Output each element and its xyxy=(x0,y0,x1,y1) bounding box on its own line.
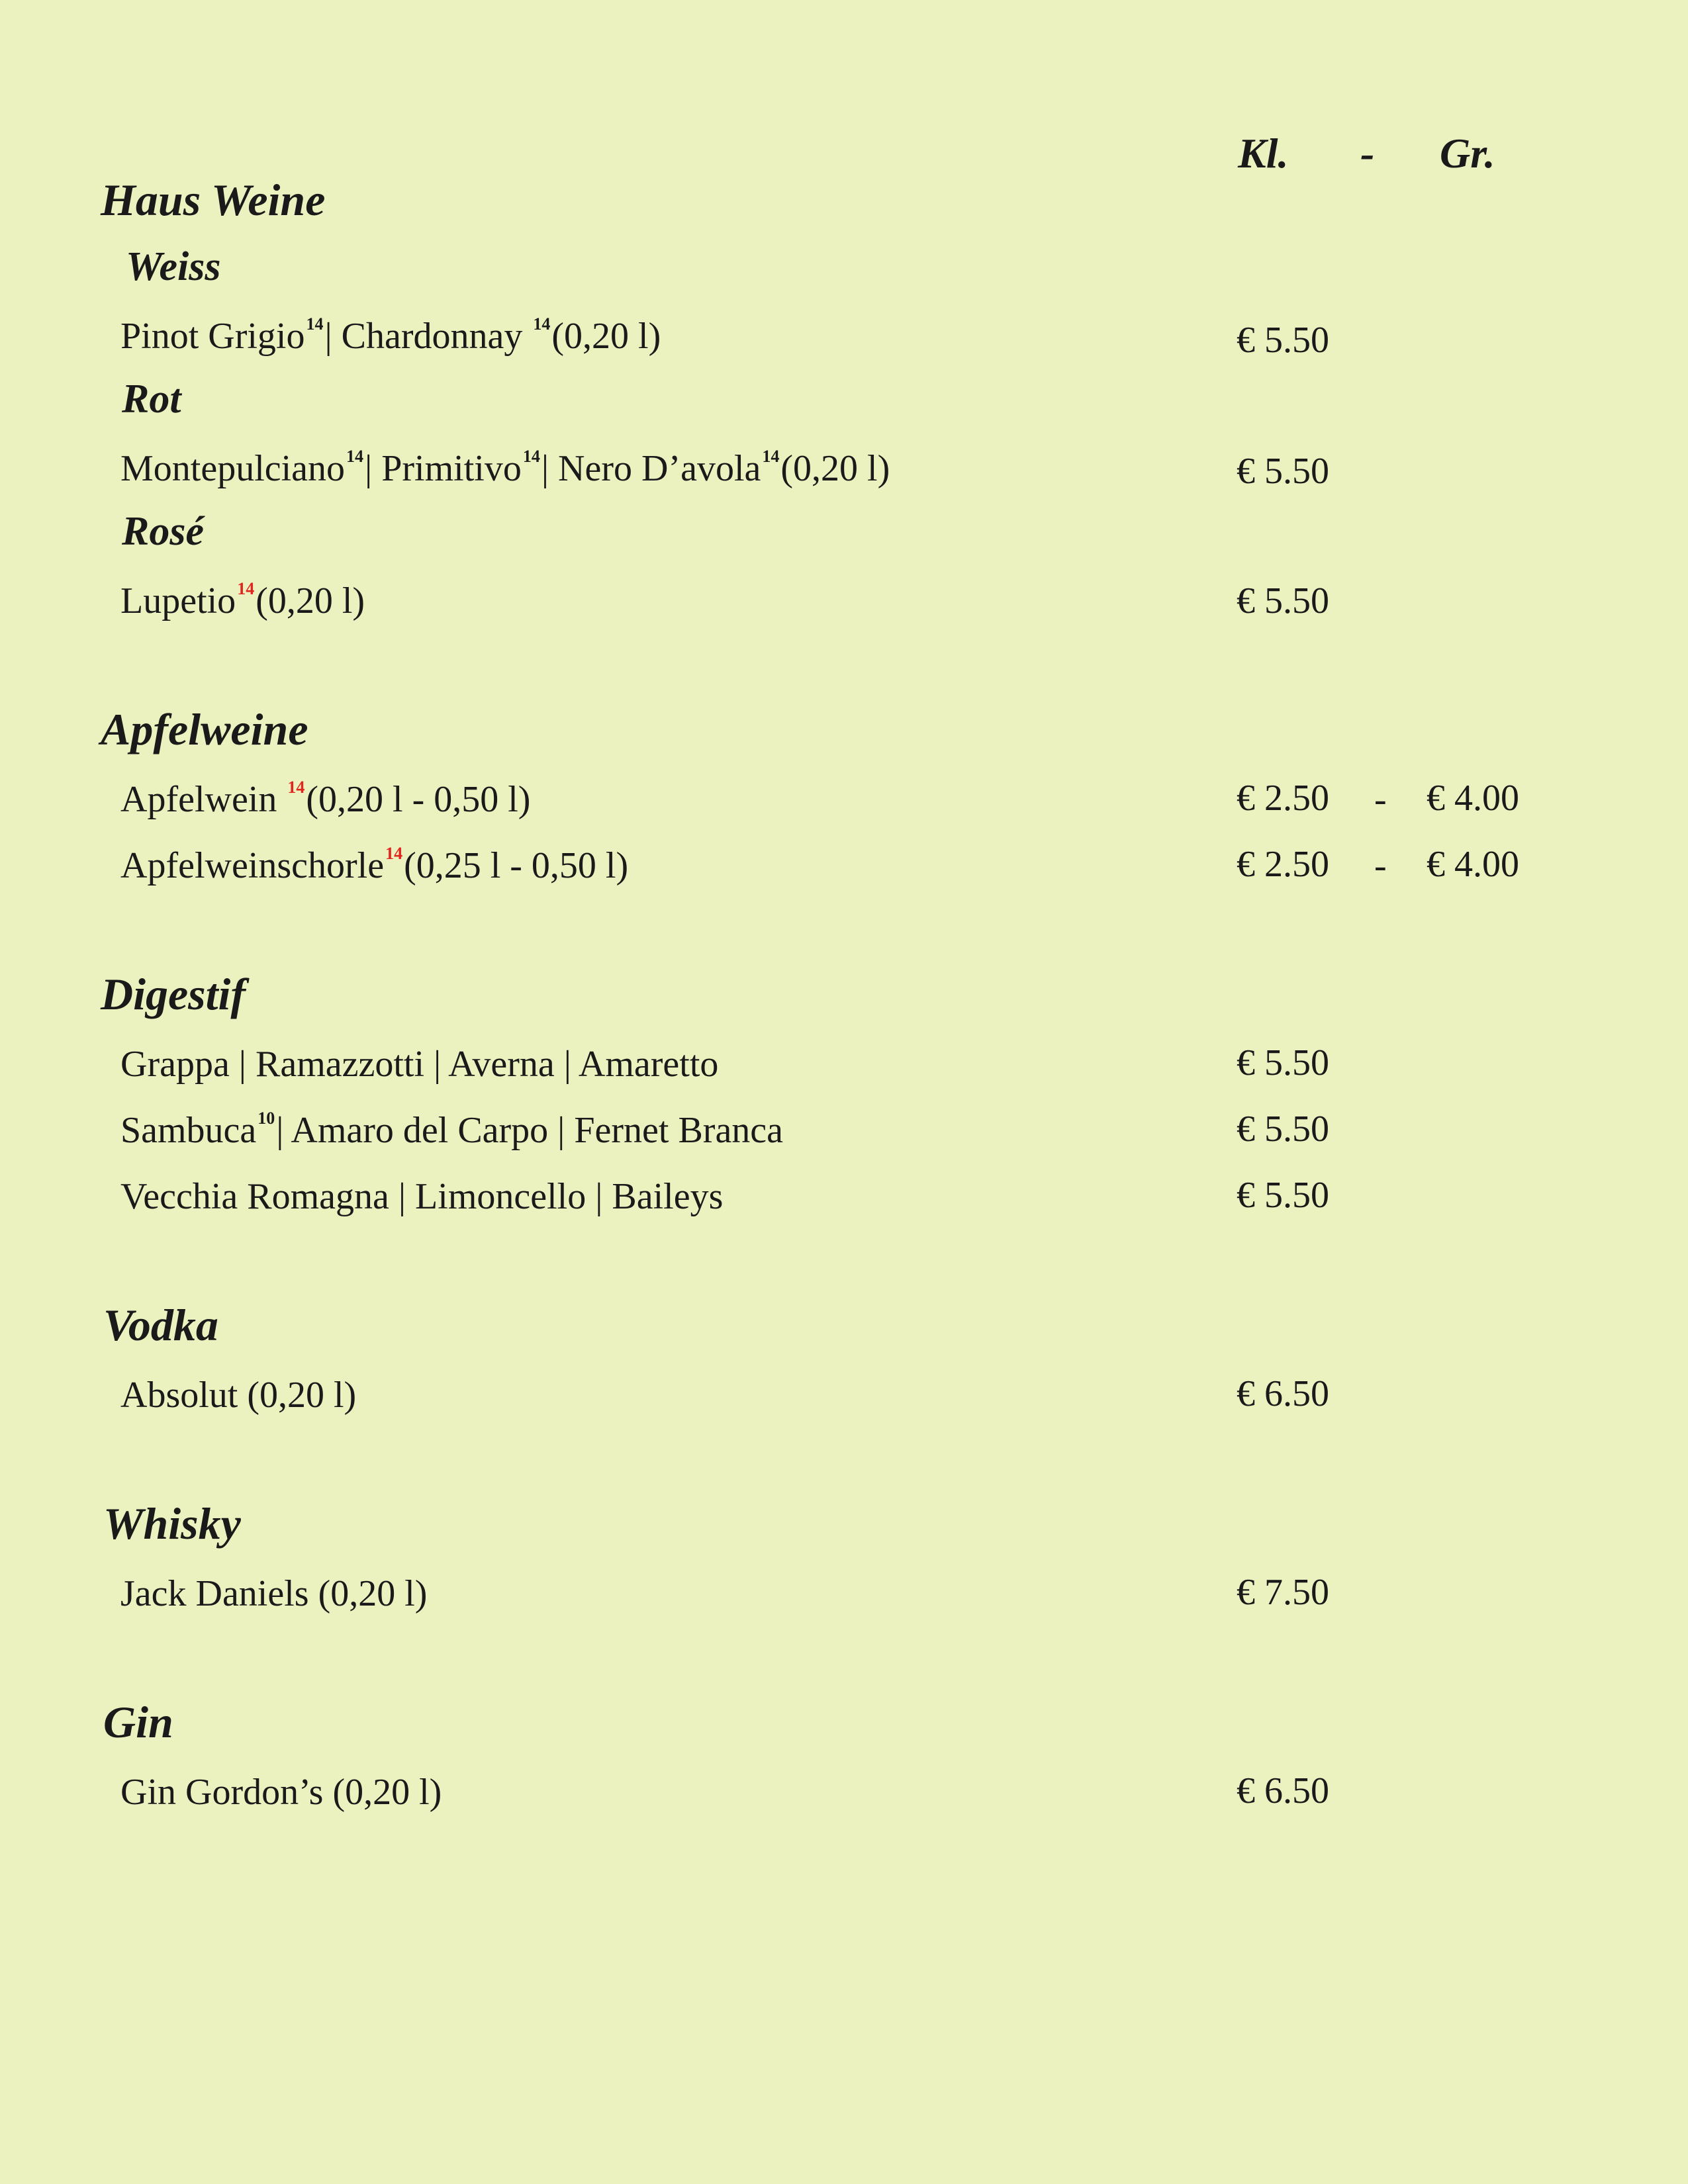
footnote-marker: 14 xyxy=(346,447,364,466)
footnote-marker: 14 xyxy=(762,447,780,466)
item-volume: (0,20 l) xyxy=(780,448,890,489)
price-rot: € 5.50 xyxy=(1237,451,1329,492)
subsection-title-weiss: Weiss xyxy=(126,244,221,289)
price-gin: € 6.50 xyxy=(1237,1770,1329,1811)
subsection-title-rot: Rot xyxy=(122,377,181,422)
item-name: Lupetio xyxy=(120,580,236,621)
menu-item-apfelwein xyxy=(120,778,531,820)
item-name: Montepulciano xyxy=(120,448,346,489)
menu-item-digestif-3: Vecchia Romagna | Limoncello | Baileys xyxy=(120,1176,724,1217)
item-name: Apfelweinschorle xyxy=(120,845,385,886)
price-vodka: € 6.50 xyxy=(1237,1373,1329,1414)
price-large: € 4.00 xyxy=(1427,778,1519,819)
menu-item-gin: Gin Gordon’s (0,20 l) xyxy=(120,1772,442,1813)
price-weiss: € 5.50 xyxy=(1237,320,1329,361)
menu-item-weiss xyxy=(120,314,661,357)
item-volume: (0,20 l) xyxy=(551,316,661,357)
section-title-digestif: Digestif xyxy=(101,969,246,1019)
price-rose: € 5.50 xyxy=(1237,580,1329,621)
menu-item-whisky: Jack Daniels (0,20 l) xyxy=(120,1573,428,1614)
price-whisky: € 7.50 xyxy=(1237,1572,1329,1613)
section-title-gin: Gin xyxy=(103,1697,173,1747)
price-digestif-3: € 5.50 xyxy=(1237,1175,1329,1216)
subsection-title-rose: Rosé xyxy=(122,509,204,554)
price-small: € 2.50 xyxy=(1237,778,1329,819)
column-header-small: Kl. xyxy=(1238,130,1289,177)
price-large: € 4.00 xyxy=(1427,844,1519,885)
footnote-marker: 14 xyxy=(237,579,255,598)
price-digestif-1: € 5.50 xyxy=(1237,1042,1329,1083)
item-volume: (0,20 l) xyxy=(256,580,365,621)
menu-item-vodka: Absolut (0,20 l) xyxy=(120,1375,357,1416)
item-name: Sambuca xyxy=(120,1110,257,1151)
price-separator: - xyxy=(1374,845,1387,886)
menu-item-rose xyxy=(120,579,365,621)
price-small: € 2.50 xyxy=(1237,844,1329,885)
item-name: | Nero D’avola xyxy=(541,448,761,489)
section-title-apfelweine: Apfelweine xyxy=(101,704,308,754)
footnote-marker: 14 xyxy=(287,778,305,797)
item-name: Apfelwein xyxy=(120,779,287,820)
item-name: | Amaro del Carpo | Fernet Branca xyxy=(276,1110,784,1151)
menu-item-digestif-1: Grappa | Ramazzotti | Averna | Amaretto xyxy=(120,1044,719,1085)
section-title-whisky: Whisky xyxy=(103,1498,241,1549)
footnote-marker: 14 xyxy=(522,447,540,466)
footnote-marker: 14 xyxy=(385,844,403,863)
footnote-marker: 14 xyxy=(533,314,551,334)
section-title-vodka: Vodka xyxy=(103,1300,218,1350)
item-name: | Primitivo xyxy=(365,448,522,489)
item-volume: (0,20 l - 0,50 l) xyxy=(306,779,531,820)
column-header-dash: - xyxy=(1360,130,1375,177)
item-volume: (0,25 l - 0,50 l) xyxy=(404,845,629,886)
footnote-marker: 14 xyxy=(306,314,324,334)
column-header-large: Gr. xyxy=(1440,130,1495,177)
section-title-haus-weine: Haus Weine xyxy=(101,175,326,225)
menu-item-apfelweinschorle xyxy=(120,844,629,886)
item-name: | Chardonnay xyxy=(324,316,532,357)
menu-item-rot xyxy=(120,447,890,489)
menu-item-digestif-2 xyxy=(120,1109,784,1151)
price-digestif-2: € 5.50 xyxy=(1237,1109,1329,1150)
item-name: Pinot Grigio xyxy=(120,316,305,357)
footnote-marker: 10 xyxy=(258,1109,275,1128)
price-separator: - xyxy=(1374,779,1387,820)
